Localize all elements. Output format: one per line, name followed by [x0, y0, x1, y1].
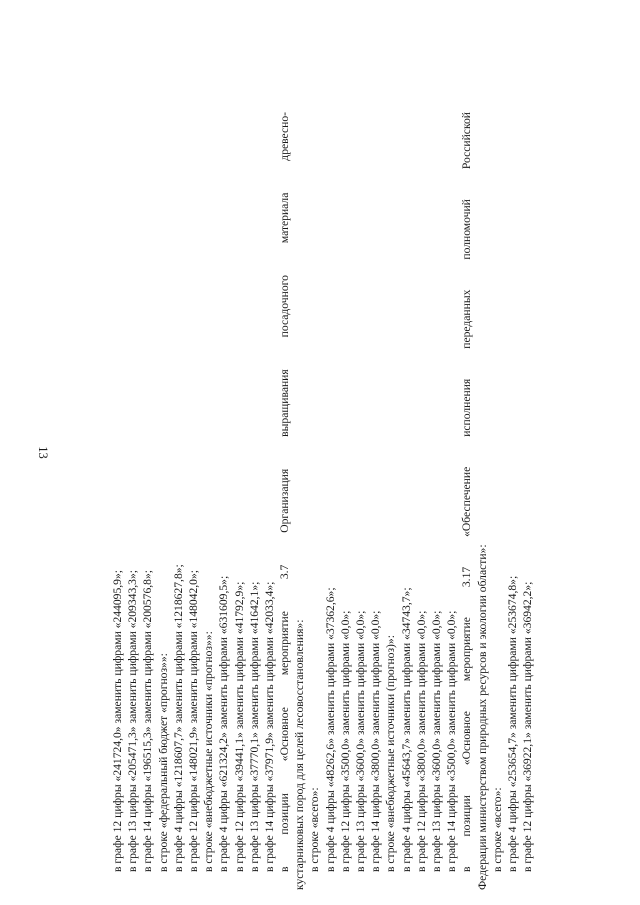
document-body — [110, 100, 550, 890]
page-number: 13 — [35, 446, 50, 459]
text-line: в графе 4 цифры «1218607,7» заменить цифрами «1218627,8»; — [171, 564, 185, 872]
text-line: в графе 12 цифры «3800,0» заменить цифрами «0,0»; — [414, 610, 428, 872]
text-line: в графе 12 цифры «148021,9» заменить цифрами «148042,0»; — [186, 570, 200, 872]
text-line: в графе 14 цифры «196515,3» заменить цифрами «200576,8»; — [141, 570, 155, 872]
text-line: в графе 13 цифры «3600,0» заменить цифрами «0,0»; — [429, 610, 443, 872]
text-line: в графе 12 цифры «241724,0» заменить цифрами «244095,9»; — [111, 570, 124, 872]
text-line: в графе 12 цифры «36922,1» заменить цифрами «36942,2»; — [521, 581, 535, 872]
text-line: в графе 4 цифры «45643,7» заменить цифрами «34743,7»; — [399, 587, 413, 872]
text-line: в строке «всего»: — [308, 787, 322, 872]
text-line: в графе 12 цифры «39441,1» заменить цифрами «41792,9»; — [232, 581, 246, 872]
text-line: в графе 14 цифры «3800,0» заменить цифрами «0,0»; — [369, 610, 383, 872]
text-line: в графе 14 цифры «37971,9» заменить цифрами «42033,4»; — [262, 581, 276, 872]
text-line: в строке «внебюджетные источники «прогноз»»: — [202, 631, 216, 872]
text-line: в графе 13 цифры «3600,0» заменить цифрами «0,0»; — [354, 610, 367, 872]
text-line: в позиции «Основное мероприятие 3.17 «Обеспечение исполнения переданных полномочий Российской — [460, 112, 474, 872]
text-line: в графе 4 цифры «253654,7» заменить цифрами «253674,8»; — [505, 575, 519, 872]
text-line: кустарниковых пород для целей лесовосстановления»: — [293, 619, 307, 890]
text-line: Федерации министерством природных ресурсов и экологии области»: — [475, 544, 489, 890]
text-line: в графе 13 цифры «205471,3» заменить цифрами «209343,3»; — [126, 570, 140, 872]
text-line: в строке «федеральный бюджет «прогноз»»: — [156, 653, 170, 872]
text-line: в графе 14 цифры «3500,0» заменить цифрами «0,0»; — [445, 610, 459, 872]
text-line: в графе 13 цифры «37770,1» заменить цифрами «41642,1»; — [247, 581, 261, 872]
text-line: в строке «всего»: — [490, 787, 504, 872]
text-line: в позиции «Основное мероприятие 3.7 Организация выращивания посадочного материала древесно- — [278, 112, 292, 872]
text-line: в графе 4 цифры «621324,2» заменить цифрами «631609,5»; — [217, 575, 231, 872]
text-line: в графе 4 цифры «48262,6» заменить цифрами «37362,6»; — [323, 587, 337, 872]
text-line: в графе 12 цифры «3500,0» заменить цифрами «0,0»; — [338, 610, 352, 872]
text-line: в строке «внебюджетные источники (прогноз)»: — [384, 635, 398, 872]
